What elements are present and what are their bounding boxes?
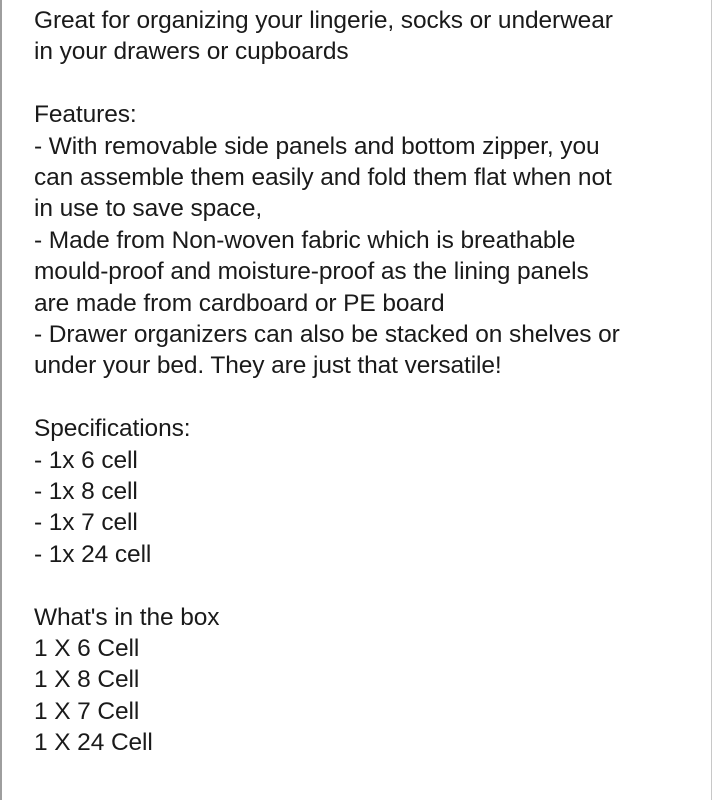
box-contents-line: 1 X 8 Cell (34, 666, 140, 694)
intro-line: Great for organizing your lingerie, socks or underwear (34, 7, 613, 34)
feature-line: - With removable side panels and bottom zipper, you (34, 132, 600, 160)
specification-line: - 1x 7 cell (34, 509, 138, 537)
specification-line: - 1x 8 cell (34, 478, 138, 506)
intro-line: in your drawers or cupboards (34, 38, 349, 66)
paragraph-gap (34, 68, 704, 99)
box-contents-line: 1 X 6 Cell (34, 635, 140, 663)
product-description-text (34, 5, 704, 759)
feature-line: in use to save space, (34, 195, 263, 223)
features-heading: Features: (34, 101, 137, 129)
paragraph-gap (34, 382, 704, 413)
feature-line: can assemble them easily and fold them flat when not (34, 164, 612, 192)
specification-line: - 1x 24 cell (34, 540, 152, 568)
box-contents-line: 1 X 24 Cell (34, 729, 153, 757)
specification-line: - 1x 6 cell (34, 446, 138, 474)
feature-line: - Drawer organizers can also be stacked on shelves or (34, 321, 620, 349)
specifications-heading: Specifications: (34, 415, 191, 443)
feature-line: are made from cardboard or PE board (34, 289, 445, 317)
paragraph-gap (34, 570, 704, 601)
feature-line: under your bed. They are just that versatile! (34, 352, 502, 380)
feature-line: mould-proof and moisture-proof as the lining panels (34, 258, 589, 286)
box-contents-line: 1 X 7 Cell (34, 697, 140, 725)
box-contents-heading: What's in the box (34, 603, 220, 631)
feature-line: - Made from Non-woven fabric which is breathable (34, 226, 576, 254)
